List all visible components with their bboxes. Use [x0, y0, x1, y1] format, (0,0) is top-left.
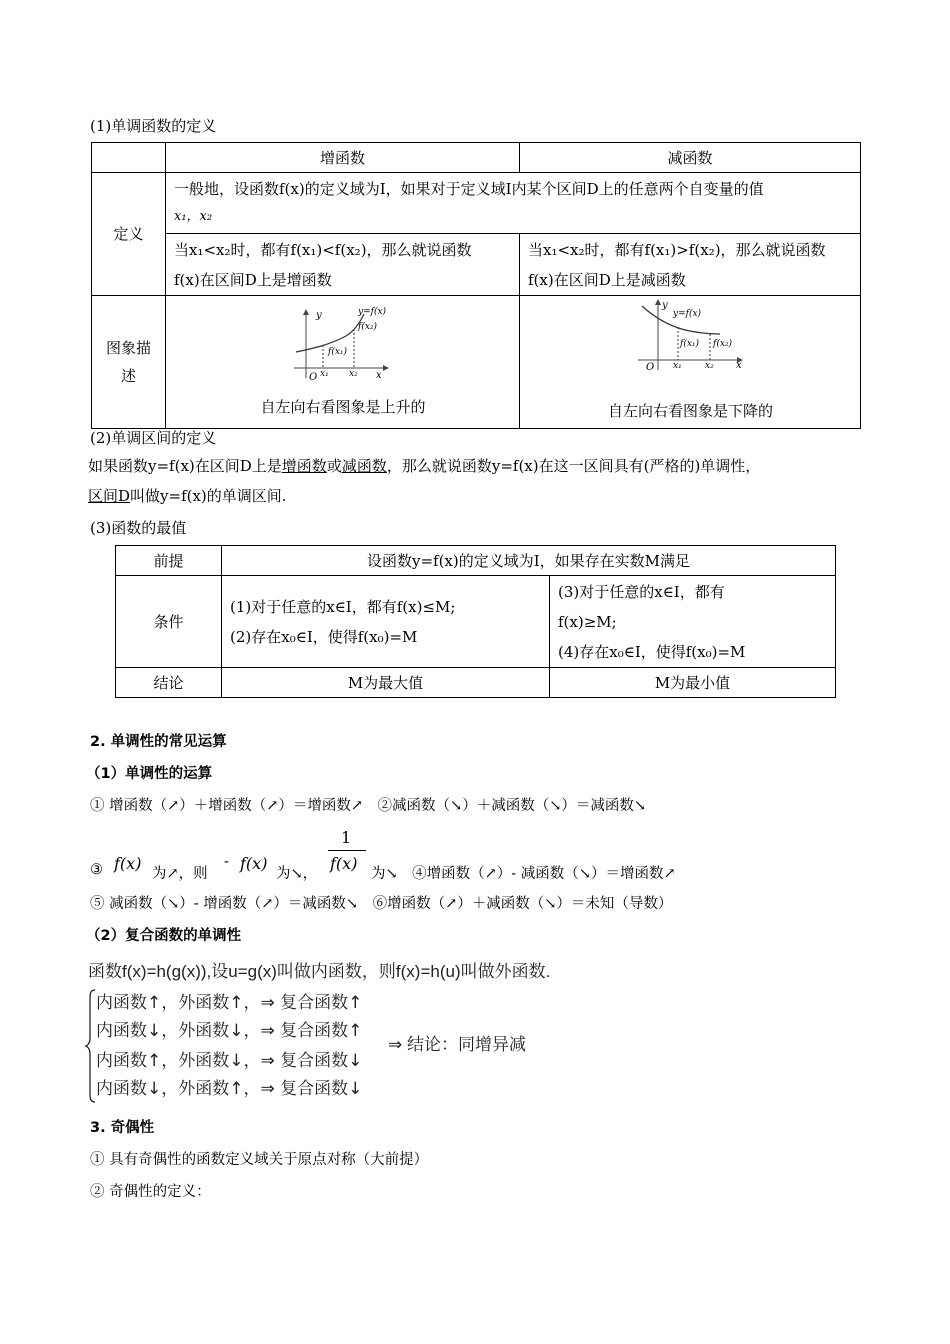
- interval-text-or: 或: [326, 457, 342, 475]
- monotonic-definition-table: [91, 142, 861, 429]
- label-fx1: f(x₁): [328, 347, 348, 357]
- operation-line-2: [90, 828, 850, 882]
- fraction-numerator: 1: [341, 828, 352, 847]
- common-definition-vars: x₁，x₂: [174, 209, 213, 224]
- interval-text-b: ，那么就说函数y=f(x)在这一区间具有(严格的)单调性，: [386, 457, 761, 475]
- min-conclusion: M为最小值: [550, 668, 836, 698]
- label-fx: y=f(x): [673, 309, 702, 319]
- max-condition-2: (2)存在x₀∈I，使得f(x₀)=M: [230, 627, 418, 646]
- underlined-decreasing: 减函数: [341, 457, 387, 475]
- min-condition-4: (4)存在x₀∈I，使得f(x₀)=M: [558, 642, 746, 661]
- composite-case-1: 内函数↑，外函数↑，⇒ 复合函数↑: [96, 993, 363, 1013]
- common-definition: [166, 173, 861, 234]
- fraction-bar: [328, 850, 366, 851]
- label-fx: y=f(x): [358, 307, 387, 317]
- op3-text-c: 为↘ ④增函数（↗）- 减函数（↘）＝增函数↗: [371, 866, 676, 882]
- increasing-condition-a: 当x₁<x₂时，都有f(x₁)<f(x₂)，那么就说函数: [174, 240, 472, 259]
- heading-parity: 3. 奇偶性: [90, 1120, 155, 1136]
- subheading-composite: （2）复合函数的单调性: [86, 928, 242, 944]
- header-increasing: 增函数: [166, 143, 520, 173]
- interval-text-c: 叫做y=f(x)的单调区间.: [130, 487, 287, 505]
- increasing-condition-b: f(x)在区间D上是增函数: [174, 270, 332, 289]
- label-x: x: [376, 370, 382, 381]
- underlined-increasing: 增函数: [281, 457, 327, 475]
- label-conclusion: 结论: [116, 668, 222, 698]
- label-fx1: f(x₁): [680, 339, 700, 349]
- label-fx2: f(x₂): [358, 322, 378, 332]
- interval-text-a: 如果函数y=f(x)在区间D上是: [88, 457, 282, 475]
- label-origin: O: [646, 362, 655, 373]
- common-definition-text: 一般地，设函数f(x)的定义域为I，如果对于定义域I内某个区间D上的任意两个自变量的值: [174, 180, 764, 198]
- label-origin: O: [309, 372, 318, 383]
- label-y: y: [316, 310, 322, 321]
- label-x1: x₁: [320, 369, 329, 379]
- interval-definition-line1: [88, 456, 760, 476]
- label-premise: 前提: [116, 546, 222, 576]
- max-conclusion: M为最大值: [222, 668, 550, 698]
- subheading-operations: （1）单调性的运算: [86, 766, 213, 782]
- label-x1: x₁: [673, 361, 682, 371]
- label-y: y: [662, 300, 668, 311]
- decreasing-caption: 自左向右看图象是下降的: [607, 402, 773, 420]
- composite-case-2: 内函数↓，外函数↓，⇒ 复合函数↑: [96, 1021, 363, 1041]
- premise-text: 设函数y=f(x)的定义域为I，如果存在实数M满足: [222, 546, 836, 576]
- min-condition-3b: f(x)≥M;: [558, 612, 617, 631]
- label-fx2: f(x₂): [713, 339, 733, 349]
- min-condition-3a: (3)对于任意的x∈I，都有: [558, 582, 725, 601]
- extremum-table: [115, 545, 836, 698]
- section-heading-monotonic-definition: (1)单调函数的定义: [90, 117, 217, 135]
- parity-item-2: ② 奇偶性的定义：: [90, 1184, 211, 1200]
- header-decreasing: 减函数: [520, 143, 861, 173]
- increasing-caption: 自左向右看图象是上升的: [260, 398, 426, 416]
- op3-neg: -: [224, 854, 229, 870]
- row-label-graph: 图象描述: [92, 296, 166, 429]
- min-conditions: [550, 576, 836, 668]
- max-condition-1: (1)对于任意的x∈I，都有f(x)≤M;: [230, 597, 456, 616]
- section-heading-extremum: (3)函数的最值: [90, 519, 187, 537]
- op3-fx2: f(x): [240, 854, 268, 873]
- table-corner-cell: [92, 143, 166, 173]
- label-condition: 条件: [116, 576, 222, 668]
- row-label-definition: 定义: [92, 173, 166, 296]
- max-conditions: [222, 576, 550, 668]
- decreasing-graph-cell: [520, 296, 861, 429]
- composite-case-4: 内函数↓，外函数↑，⇒ 复合函数↓: [96, 1079, 363, 1099]
- increasing-graph-cell: [166, 296, 520, 429]
- composite-intro: 函数f(x)=h(g(x)),设u=g(x)叫做内函数，则f(x)=h(u)叫做外函数.: [88, 962, 551, 981]
- operation-line-1: ① 增函数（↗）＋增函数（↗）＝增函数↗ ②减函数（↘）＋减函数（↘）＝减函数↘: [90, 798, 647, 814]
- decreasing-condition-a: 当x₁<x₂时，都有f(x₁)>f(x₂)，那么就说函数: [528, 240, 826, 259]
- label-x2: x₂: [349, 369, 358, 379]
- parity-item-1: ① 具有奇偶性的函数定义域关于原点对称（大前提）: [90, 1152, 429, 1168]
- op3-text-b: 为↘，: [276, 866, 318, 882]
- decreasing-condition-b: f(x)在区间D上是减函数: [528, 270, 686, 289]
- op3-prefix: ③: [90, 862, 103, 878]
- composite-case-3: 内函数↑，外函数↓，⇒ 复合函数↓: [96, 1051, 363, 1071]
- section-heading-monotonic-interval: (2)单调区间的定义: [90, 429, 217, 447]
- decreasing-condition: [520, 234, 861, 296]
- operation-line-3: ⑤ 减函数（↘）- 增函数（↗）＝减函数↘ ⑥增函数（↗）＋减函数（↘）＝未知（导数）: [90, 896, 673, 912]
- heading-monotonic-operations: 2. 单调性的常见运算: [90, 734, 227, 750]
- label-x2: x₂: [705, 361, 714, 371]
- label-x: x: [736, 360, 742, 371]
- composite-conclusion: ⇒ 结论：同增异减: [388, 1035, 526, 1054]
- increasing-condition: [166, 234, 520, 296]
- op3-text-a: 为↗，则: [152, 866, 208, 882]
- interval-definition-line2: [88, 486, 287, 506]
- underlined-interval-d: 区间D: [88, 487, 131, 505]
- fraction-denominator: f(x): [330, 854, 358, 873]
- op3-fx: f(x): [114, 854, 142, 873]
